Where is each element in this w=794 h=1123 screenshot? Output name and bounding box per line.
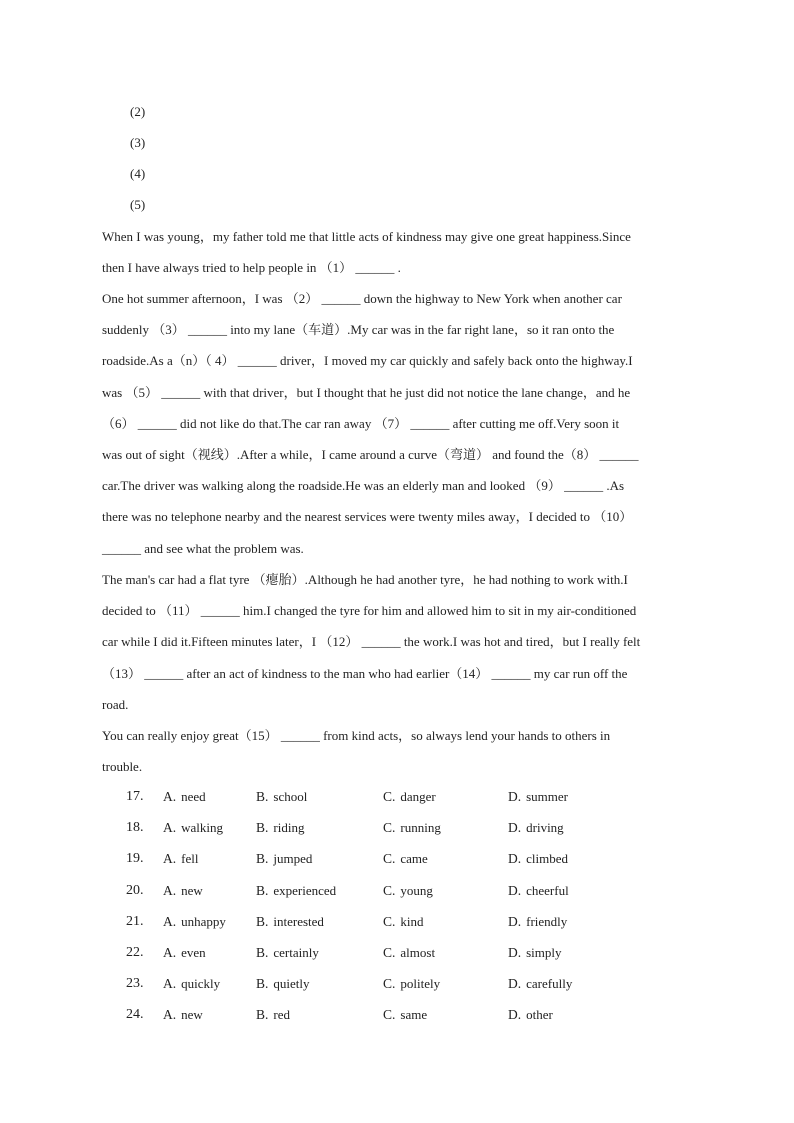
passage-line: decided to （11） ______ him.I changed the tyre for him and allowed him to sit in my air-conditioned [102, 603, 637, 619]
option-a[interactable]: A. walking [163, 820, 224, 835]
passage-line: trouble. [102, 759, 143, 775]
answer-item: (5) [130, 197, 146, 212]
option-b[interactable]: B. riding [256, 820, 305, 835]
option-d[interactable]: D. climbed [508, 851, 569, 866]
passage-paragraph-2 [102, 283, 692, 564]
question-row [0, 851, 794, 873]
passage-line: roadside.As a（n）（ 4） ______ driver，I moved my car quickly and safely back onto the highway.I [102, 353, 633, 369]
answer-item: (3) [130, 135, 146, 150]
answer-item: (4) [130, 166, 146, 181]
question-number: 18. [126, 820, 144, 835]
option-d[interactable]: D. carefully [508, 976, 573, 991]
passage-line: was （5） ______ with that driver，but I thought that he just did not notice the lane change，and he [102, 384, 631, 400]
option-b[interactable]: B. quietly [256, 976, 310, 991]
question-number: 23. [126, 976, 144, 991]
passage-paragraph-3 [102, 564, 692, 720]
option-d[interactable]: D. driving [508, 820, 564, 835]
passage-line: The man's car had a flat tyre （瘪胎）.Although he had another tyre，he had nothing to work with.I [102, 572, 628, 587]
passage-line: You can really enjoy great（15） ______ from kind acts，so always lend your hands to others in [102, 728, 611, 743]
option-a[interactable]: A. new [163, 1007, 203, 1022]
question-row [0, 820, 794, 842]
option-d[interactable]: D. friendly [508, 914, 568, 929]
question-row [0, 914, 794, 936]
passage-line: One hot summer afternoon，I was （2） ______ down the highway to New York when another car [102, 291, 622, 306]
passage-line: suddenly （3） ______ into my lane（车道）.My car was in the far right lane，so it ran onto the [102, 322, 615, 338]
option-d[interactable]: D. cheerful [508, 883, 569, 898]
passage-line: there was no telephone nearby and the nearest services were twenty miles away，I decided to （10） [102, 509, 633, 525]
option-a[interactable]: A. unhappy [163, 914, 226, 929]
passage-line: was out of sight（视线）.After a while，I came around a curve（弯道） and found the（8） ______ [102, 446, 639, 462]
question-number: 19. [126, 851, 144, 866]
option-b[interactable]: B. interested [256, 914, 324, 929]
option-a[interactable]: A. new [163, 883, 203, 898]
question-number: 24. [126, 1007, 144, 1022]
option-c[interactable]: C. danger [383, 789, 436, 804]
passage-paragraph-4 [102, 720, 692, 782]
option-a[interactable]: A. need [163, 789, 206, 804]
passage-line: then I have always tried to help people in （1） ______ . [102, 260, 401, 276]
option-b[interactable]: B. certainly [256, 945, 319, 960]
passage-line: （6） ______ did not like do that.The car ran away （7） ______ after cutting me off.Very soon it [102, 415, 620, 431]
passage-paragraph-1 [102, 221, 692, 283]
option-a[interactable]: A. even [163, 945, 206, 960]
passage-line: When I was young，my father told me that little acts of kindness may give one great happiness.Since [102, 229, 631, 244]
option-b[interactable]: B. experienced [256, 883, 337, 898]
question-number: 17. [126, 789, 144, 804]
option-a[interactable]: A. fell [163, 851, 199, 866]
option-c[interactable]: C. same [383, 1007, 428, 1022]
option-c[interactable]: C. kind [383, 914, 424, 929]
question-row [0, 789, 794, 811]
option-b[interactable]: B. school [256, 789, 308, 804]
passage-line: （13） ______ after an act of kindness to the man who had earlier（14） ______ my car run off the [102, 665, 628, 681]
passage-line: car while I did it.Fifteen minutes later，I （12） ______ the work.I was hot and tired，but I really felt [102, 634, 641, 650]
option-b[interactable]: B. jumped [256, 851, 313, 866]
passage-line: road. [102, 696, 129, 712]
question-row [0, 976, 794, 998]
question-number: 21. [126, 914, 144, 929]
option-c[interactable]: C. politely [383, 976, 441, 991]
question-number: 22. [126, 945, 144, 960]
question-row [0, 1007, 794, 1029]
option-a[interactable]: A. quickly [163, 976, 221, 991]
passage-line: car.The driver was walking along the roadside.He was an elderly man and looked （9） ______ .As [102, 478, 625, 494]
option-d[interactable]: D. summer [508, 789, 569, 804]
option-c[interactable]: C. almost [383, 945, 436, 960]
question-row [0, 945, 794, 967]
option-c[interactable]: C. came [383, 851, 428, 866]
question-number: 20. [126, 883, 144, 898]
passage-line: ______ and see what the problem was. [102, 540, 304, 556]
option-d[interactable]: D. simply [508, 945, 562, 960]
option-b[interactable]: B. red [256, 1007, 290, 1022]
option-c[interactable]: C. running [383, 820, 441, 835]
option-c[interactable]: C. young [383, 883, 433, 898]
option-d[interactable]: D. other [508, 1007, 553, 1022]
answer-item: (2) [130, 104, 146, 119]
question-row [0, 883, 794, 905]
